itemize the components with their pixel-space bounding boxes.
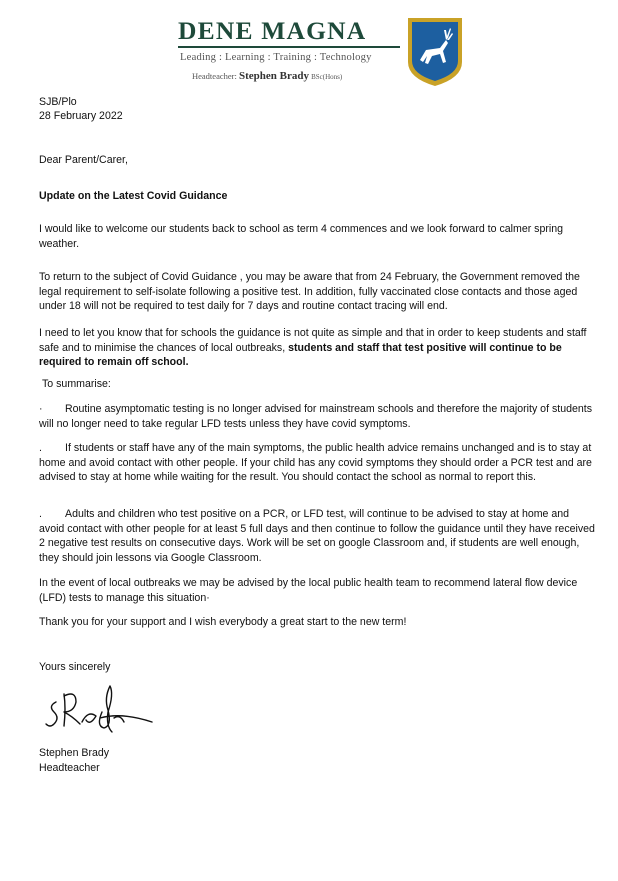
paragraph-thanks: Thank you for your support and I wish everybody a great start to the new term! <box>39 616 407 628</box>
letter-date: 28 February 2022 <box>39 110 123 122</box>
salutation: Dear Parent/Carer, <box>39 154 128 166</box>
summarise-label: To summarise: <box>42 378 111 390</box>
bullet-marker: . <box>39 442 42 454</box>
headteacher-prefix: Headteacher: <box>192 71 237 81</box>
bullet-item <box>39 507 595 565</box>
bullet-text: Adults and children who test positive on a PCR, or LFD test, will continue to be advised to stay at home and avoid contact with other people for at least 5 full days and then continue to follow the guidance until they have received 2 negative test results on consecutive days. Work will be set on google Classroom and, if students are well enough, they should join lessons via Google Classroom. <box>39 508 595 564</box>
school-crest-icon <box>406 16 464 88</box>
letterhead-rule <box>178 46 400 48</box>
bullet-text: Routine asymptomatic testing is no longer advised for mainstream schools and therefore the majority of students will no longer need to take regular LFD tests unless they have covid symptoms. <box>39 403 593 430</box>
bullet-item <box>39 402 595 431</box>
signatory-title: Headteacher <box>39 762 100 774</box>
subject-heading: Update on the Latest Covid Guidance <box>39 190 228 202</box>
school-motto: Leading : Learning : Training : Technology <box>180 52 372 63</box>
headteacher-name: Stephen Brady <box>238 70 309 82</box>
bullet-marker: . <box>39 508 42 520</box>
paragraph-school-guidance-bold: students and staff that test positive will continue to be required to remain off school. <box>39 341 562 368</box>
paragraph-local-outbreaks: In the event of local outbreaks we may be advised by the local public health team to recommend lateral flow device (LFD) tests to manage this situation· <box>39 577 578 604</box>
closing: Yours sincerely <box>39 661 111 673</box>
paragraph-school-guidance <box>39 326 595 370</box>
headteacher-quals: BSc(Hons) <box>311 73 343 81</box>
paragraph-guidance-changes: To return to the subject of Covid Guidance , you may be aware that from 24 February, the Government removed the legal requirement to self-isolate following a positive test. In addition, fully vaccinated close contacts and those aged under 18 will not be required to test daily for 7 days and routine contact tracing will end. <box>39 271 580 312</box>
school-name: DENE MAGNA <box>178 16 367 45</box>
headteacher-line <box>192 70 342 82</box>
paragraph-welcome: I would like to welcome our students back to school as term 4 commences and we look forward to calmer spring weather. <box>39 223 564 250</box>
signatory-name: Stephen Brady <box>39 747 110 759</box>
letterhead <box>172 16 468 92</box>
bullet-marker: · <box>39 403 43 415</box>
reference-code: SJB/Plo <box>39 96 77 108</box>
bullet-text: If students or staff have any of the main symptoms, the public health advice remains unchanged and is to stay at home and avoid contact with other people. If your child has any covid symptoms they should order a PCR test and are advised to stay at home while waiting for the result. You should contact the school as normal to report this. <box>39 442 592 483</box>
handwritten-signature <box>42 682 157 740</box>
paragraph-school-guidance-text: I need to let you know that for schools the guidance is not quite as simple and that in order to keep students and staff safe and to minimise the chances of local outbreaks, <box>39 327 587 354</box>
bullet-item <box>39 441 595 485</box>
